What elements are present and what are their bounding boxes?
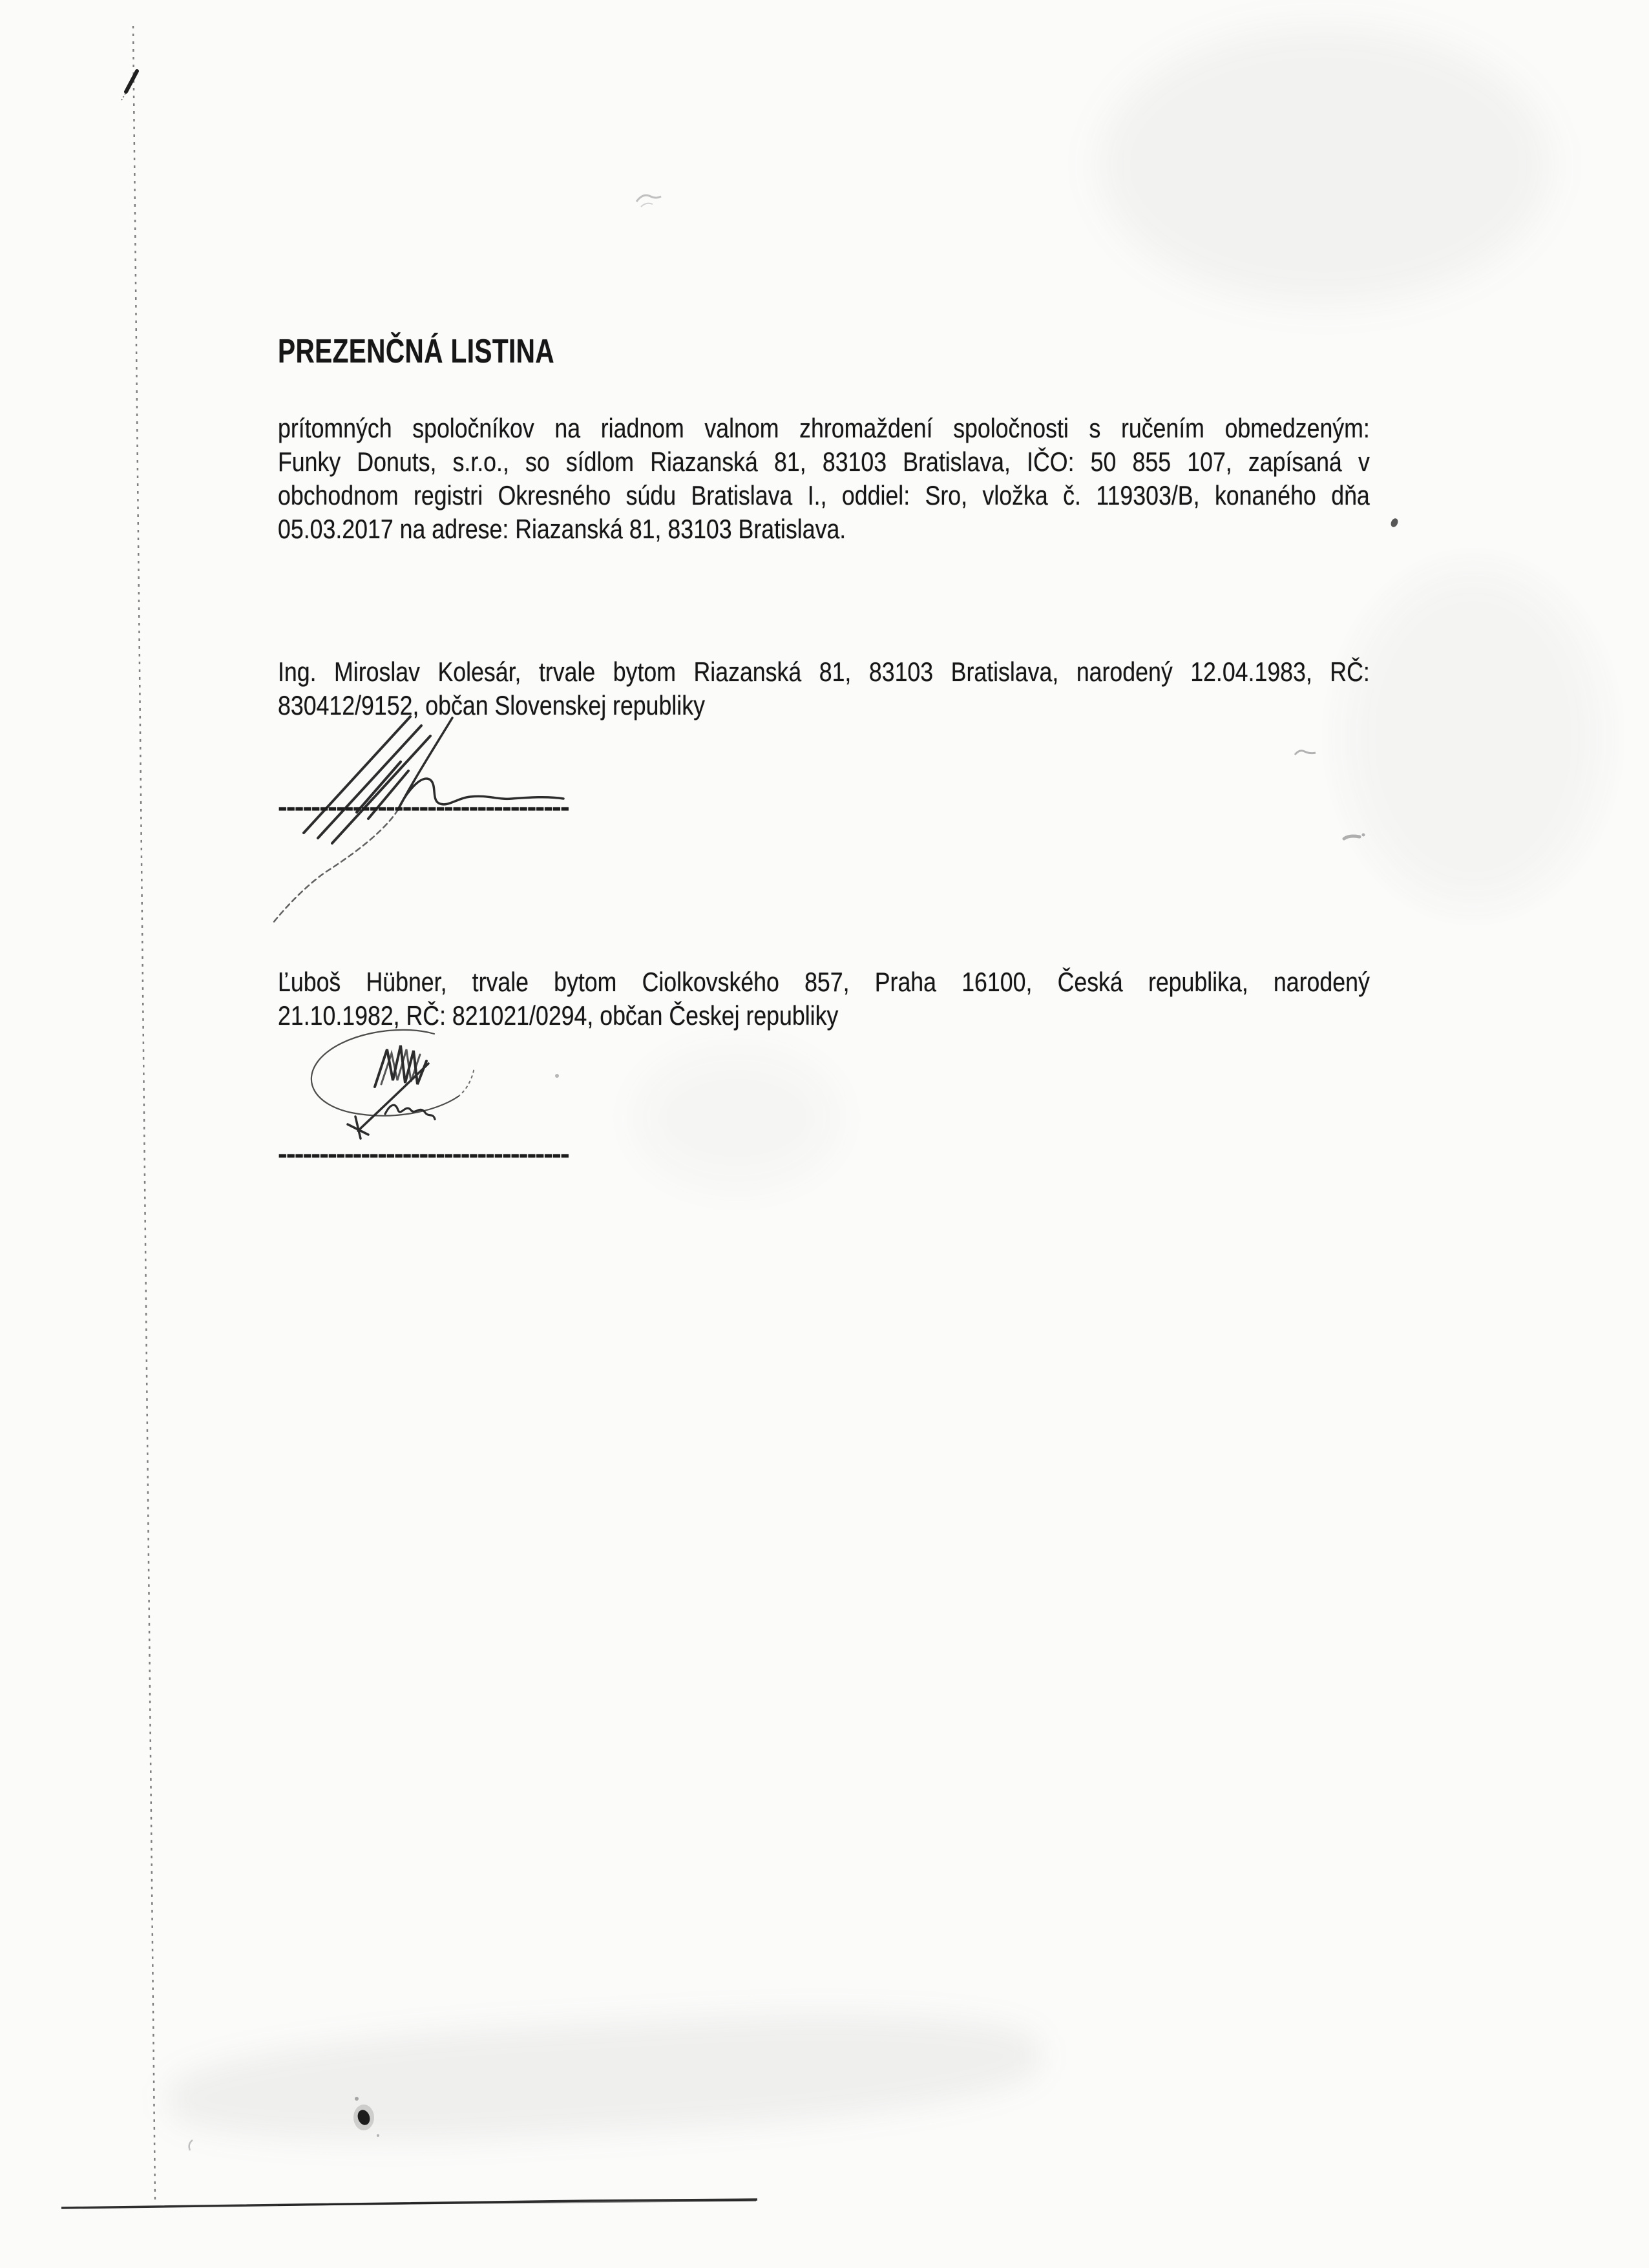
- pencil-tick-right-1: [1295, 751, 1316, 755]
- signature-stroke: [355, 1117, 361, 1139]
- bottom-scan-line: [61, 2200, 757, 2208]
- paper-smudge-center: [633, 1047, 840, 1189]
- attendee-2-line-1: Ľuboš Hübner, trvale bytom Ciolkovského 857, Praha 16100, Česká republika, narodený: [278, 967, 1370, 997]
- signature-stroke: [348, 1124, 368, 1135]
- attendee-1-signature-dashes: -----------------------------------: [278, 791, 569, 823]
- attendee-1-line-2: 830412/9152, občan Slovenskej republiky: [278, 690, 705, 720]
- signature-stroke: [311, 1030, 458, 1116]
- paper-smudge-top-right: [1098, 26, 1551, 304]
- pencil-smudge-top-2: [641, 204, 653, 207]
- intro-line-2: Funky Donuts, s.r.o., so sídlom Riazanská 81, 83103 Bratislava, IČO: 50 855 107, zapísaná v: [278, 446, 1370, 477]
- signature-stroke: [385, 1105, 435, 1119]
- attendee-1-line-1: Ing. Miroslav Kolesár, trvale bytom Riazanská 81, 83103 Bratislava, narodený 12.04.1983, RČ:: [278, 656, 1370, 687]
- paper-smudge-mid-right: [1344, 569, 1602, 905]
- intro-line-1: prítomných spoločníkov na riadnom valnom zhromaždení spoločnosti s ručením obmedzeným:: [278, 413, 1370, 443]
- pencil-dot-right: [1362, 834, 1365, 837]
- pencil-smudge-top: [636, 195, 661, 202]
- ink-speck-right: [1390, 518, 1400, 529]
- attendee-1-text: [278, 655, 1370, 722]
- intro-line-4: 05.03.2017 na adrese: Riazanská 81, 83103 Bratislava.: [278, 514, 846, 544]
- tiny-speck-mid: [555, 1074, 559, 1078]
- paper-smudge-bottom-band: [165, 2000, 1042, 2155]
- page-title: PREZENČNÁ LISTINA: [278, 333, 555, 370]
- vertical-fold-line: [133, 26, 155, 2202]
- pencil-tick-right-2: [1344, 836, 1360, 839]
- attendee-2-signature-dashes: -----------------------------------: [278, 1138, 569, 1170]
- attendee-2-line-2: 21.10.1982, RČ: 821021/0294, občan Českej republiky: [278, 1000, 839, 1031]
- signature-stroke: [358, 1064, 428, 1131]
- attendee-2-text: [278, 965, 1370, 1033]
- paper-scuff-bottom-left: [189, 2140, 193, 2150]
- bottom-scan-line-echo: [278, 2201, 756, 2205]
- pen-slash-mark: [126, 71, 137, 92]
- signature-stroke: [375, 1045, 426, 1087]
- pen-slash-tail: [121, 92, 126, 100]
- signature-stroke: [273, 810, 398, 923]
- intro-paragraph: [278, 412, 1370, 546]
- intro-line-3: obchodnom registri Okresného súdu Bratislava I., oddiel: Sro, vložka č. 119303/B, konaného dňa: [278, 480, 1370, 510]
- signature-stroke: [458, 1067, 474, 1097]
- signature-stroke: [332, 736, 430, 843]
- signature-stroke: [381, 1049, 420, 1084]
